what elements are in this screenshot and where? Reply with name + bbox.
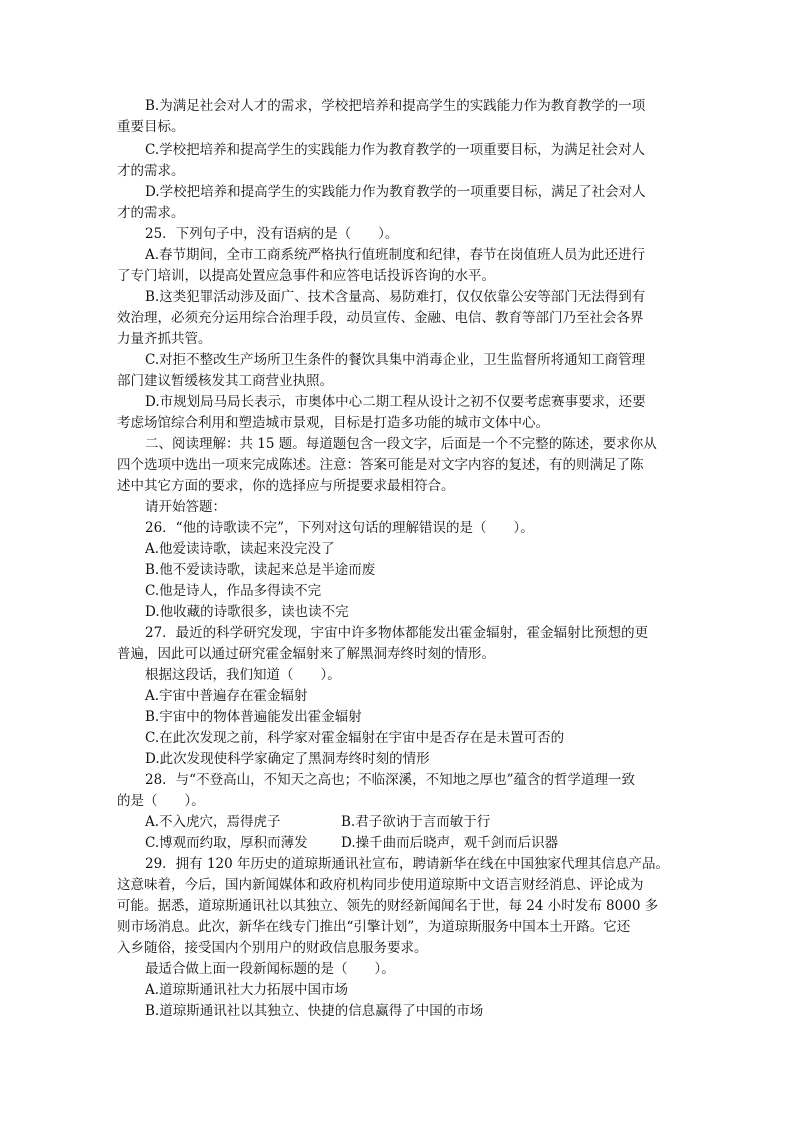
- option-d-line1: D.学校把培养和提高学生的实践能力作为教育教学的一项重要目标，满足了社会对人: [145, 184, 646, 200]
- q29-option-b: B.道琼斯通讯社以其独立、快捷的信息赢得了中国的市场: [145, 1003, 484, 1019]
- question-28-line1: 28．与“不登高山，不知天之高也；不临深溪，不知地之厚也”蕴含的哲学道理一致: [145, 772, 635, 788]
- q27-option-b: B.宇宙中的物体普遍能发出霍金辐射: [145, 709, 362, 725]
- q27-option-a: A.宇宙中普遍存在霍金辐射: [145, 688, 308, 704]
- q25-option-d-line2: 考虑场馆综合利用和塑造城市景观，目标是打造多功能的城市文体中心。: [117, 415, 549, 431]
- q26-option-b: B.他不爱读诗歌，读起来总是半途而废: [145, 562, 376, 578]
- q27-prompt: 根据这段话，我们知道（ ）。: [145, 667, 341, 683]
- q28-option-d: D.操千曲而后晓声，观千剑而后识器: [341, 835, 559, 851]
- q25-option-b-line3: 力量齐抓共管。: [117, 331, 212, 347]
- q27-option-d: D.此次发现使科学家确定了黑洞寿终时刻的情形: [145, 751, 430, 767]
- question-27-line1: 27．最近的科学研究发现，宇宙中许多物体都能发出霍金辐射，霍金辐射比预想的更: [145, 625, 649, 641]
- q25-option-c-line1: C.对拒不整改生产场所卫生条件的餐饮具集中消毒企业，卫生监督所将通知工商管理: [145, 352, 646, 368]
- q25-option-a-line1: A.春节期间，全市工商系统严格执行值班制度和纪律，春节在岗值班人员为此还进行: [145, 247, 646, 263]
- question-29-line2: 这意味着，今后，国内新闻媒体和政府机构同步使用道琼斯中文语言财经消息、评论成为: [117, 877, 644, 893]
- q25-option-d-line1: D.市规划局马局长表示，市奥体中心二期工程从设计之初不仅要考虑赛事要求，还要: [145, 394, 646, 410]
- q27-option-c: C.在此次发现之前，科学家对霍金辐射在宇宙中是否存在是未置可否的: [145, 730, 565, 746]
- q28-options-row1: [145, 812, 490, 833]
- question-28-line2: 的是（ ）。: [117, 793, 205, 809]
- q25-option-c-line2: 部门建议暂缓核发其工商营业执照。: [117, 373, 333, 389]
- q29-prompt: 最适合做上面一段新闻标题的是（ ）。: [145, 961, 395, 977]
- q25-option-b-line2: 效治理，必须充分运用综合治理手段，动员宣传、金融、电信、教育等部门乃至社会各界: [117, 310, 644, 326]
- q26-option-d: D.他收藏的诗歌很多，读也读不完: [145, 604, 349, 620]
- question-29-line4: 则市场消息。此次，新华在线专门推出“引擎计划”，为道琼斯服务中国本土开路。它还: [117, 919, 631, 935]
- question-27-line2: 普遍，因此可以通过研究霍金辐射来了解黑洞寿终时刻的情形。: [117, 646, 495, 662]
- q28-option-c: C.博观而约取，厚积而薄发: [145, 835, 308, 851]
- section-two-line2: 四个选项中选出一项来完成陈述。注意：答案可能是对文字内容的复述，有的则满足了陈: [117, 457, 644, 473]
- q28-options-row2: [145, 833, 558, 854]
- q28-option-b: B.君子欲讷于言而敏于行: [341, 814, 491, 830]
- start-answering: 请开始答题：: [145, 499, 226, 515]
- option-d-line2: 才的需求。: [117, 205, 185, 221]
- option-c-line2: 才的需求。: [117, 163, 185, 179]
- question-29-line1: 29．拥有 120 年历史的道琼斯通讯社宣布，聘请新华在线在中国独家代理其信息产品。: [145, 856, 670, 872]
- option-b-line1: B.为满足社会对人才的需求，学校把培养和提高学生的实践能力作为教育教学的一项: [145, 98, 646, 114]
- section-two-heading: 二、阅读理解：共 15 题。每道题包含一段文字，后面是一个不完整的陈述，要求你从: [145, 436, 657, 452]
- q26-option-a: A.他爱读诗歌，读起来没完没了: [145, 541, 335, 557]
- q26-option-c: C.他是诗人，作品多得读不完: [145, 583, 322, 599]
- q25-option-a-line2: 了专门培训，以提高处置应急事件和应答电话投诉咨询的水平。: [117, 268, 495, 284]
- question-29-line3: 可能。据悉，道琼斯通讯社以其独立、领先的财经新闻闻名于世，每 24 小时发布 8000 多: [117, 898, 659, 914]
- option-c-line1: C.学校把培养和提高学生的实践能力作为教育教学的一项重要目标，为满足社会对人: [145, 142, 646, 158]
- q28-option-a: A.不入虎穴，焉得虎子: [145, 814, 281, 830]
- section-two-line3: 述中其它方面的要求，你的选择应与所提要求最相符合。: [117, 478, 455, 494]
- q29-option-a: A.道琼斯通讯社大力拓展中国市场: [145, 982, 349, 998]
- question-29-line5: 入乡随俗，接受国内个别用户的财政信息服务要求。: [117, 940, 428, 956]
- option-b-line2: 重要目标。: [117, 119, 185, 135]
- q25-option-b-line1: B.这类犯罪活动涉及面广、技术含量高、易防难打，仅仅依靠公安等部门无法得到有: [145, 289, 646, 305]
- question-25: 25．下列句子中，没有语病的是（ ）。: [145, 226, 399, 242]
- question-26: 26．“他的诗歌读不完”，下列对这句话的理解错误的是（ ）。: [145, 520, 534, 536]
